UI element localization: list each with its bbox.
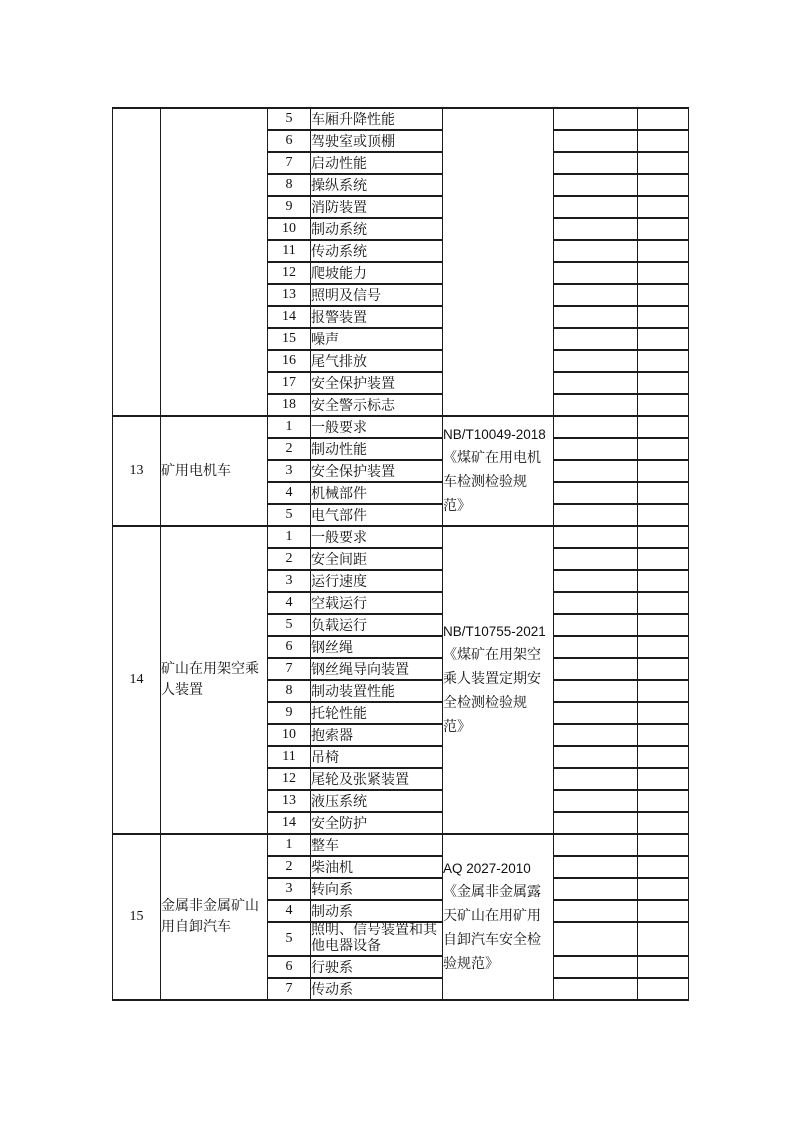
item-name-cell: 安全警示标志 xyxy=(311,394,443,416)
item-name-cell: 报警装置 xyxy=(311,306,443,328)
subitem-no-cell: 13 xyxy=(268,284,311,306)
standard-name-line: 《金属非金属露 xyxy=(443,885,541,900)
item-name-cell: 驾驶室或顶棚 xyxy=(311,130,443,152)
item-name-cell: 传动系统 xyxy=(311,240,443,262)
item-name-cell: 钢丝绳 xyxy=(311,636,443,658)
item-name-cell: 电气部件 xyxy=(311,504,443,526)
subitem-no-cell: 11 xyxy=(268,746,311,768)
subitem-no-cell: 8 xyxy=(268,174,311,196)
blank-cell-a xyxy=(554,834,638,856)
blank-cell-a xyxy=(554,130,638,152)
standard-name-line: 自卸汽车安全检 xyxy=(443,933,541,948)
blank-cell-a xyxy=(554,262,638,284)
item-name-cell: 一般要求 xyxy=(311,526,443,548)
blank-cell-a xyxy=(554,724,638,746)
blank-cell-a xyxy=(554,768,638,790)
serial-cell: 14 xyxy=(113,526,161,834)
blank-cell-b xyxy=(638,152,689,174)
blank-cell-b xyxy=(638,856,689,878)
subitem-no-cell: 15 xyxy=(268,328,311,350)
blank-cell-b xyxy=(638,636,689,658)
blank-cell-a xyxy=(554,746,638,768)
blank-cell-b xyxy=(638,724,689,746)
item-name-cell: 行驶系 xyxy=(311,956,443,978)
subitem-no-cell: 10 xyxy=(268,218,311,240)
subitem-no-cell: 5 xyxy=(268,922,311,956)
subitem-no-cell: 6 xyxy=(268,130,311,152)
blank-cell-a xyxy=(554,372,638,394)
blank-cell-b xyxy=(638,460,689,482)
standard-cell xyxy=(443,526,554,834)
blank-cell-a xyxy=(554,394,638,416)
blank-cell-a xyxy=(554,174,638,196)
equipment-cell xyxy=(161,416,268,526)
blank-cell-a xyxy=(554,108,638,130)
subitem-no-cell: 3 xyxy=(268,570,311,592)
table-row xyxy=(113,416,689,438)
blank-cell-a xyxy=(554,900,638,922)
item-name-cell: 制动系统 xyxy=(311,218,443,240)
blank-cell-a xyxy=(554,482,638,504)
item-name-cell: 制动性能 xyxy=(311,438,443,460)
blank-cell-b xyxy=(638,746,689,768)
blank-cell-b xyxy=(638,482,689,504)
subitem-no-cell: 14 xyxy=(268,812,311,834)
item-name-cell: 空载运行 xyxy=(311,592,443,614)
blank-cell-b xyxy=(638,218,689,240)
blank-cell-b xyxy=(638,438,689,460)
item-name-cell: 托轮性能 xyxy=(311,702,443,724)
equipment-cell xyxy=(161,834,268,1000)
subitem-no-cell: 12 xyxy=(268,768,311,790)
item-name-cell: 机械部件 xyxy=(311,482,443,504)
standard-name-line: 验规范》 xyxy=(443,957,499,972)
item-name-cell: 安全间距 xyxy=(311,548,443,570)
blank-cell-a xyxy=(554,702,638,724)
standard-name-line: 天矿山在用矿用 xyxy=(443,909,541,924)
blank-cell-a xyxy=(554,460,638,482)
blank-cell-a xyxy=(554,240,638,262)
blank-cell-b xyxy=(638,174,689,196)
subitem-no-cell: 2 xyxy=(268,438,311,460)
blank-cell-a xyxy=(554,680,638,702)
blank-cell-b xyxy=(638,956,689,978)
standard-name-line: 全检测检验规 xyxy=(443,696,527,711)
item-name-cell: 运行速度 xyxy=(311,570,443,592)
item-name-cell: 安全防护 xyxy=(311,812,443,834)
subitem-no-cell: 8 xyxy=(268,680,311,702)
blank-cell-a xyxy=(554,636,638,658)
item-name-cell: 抱索器 xyxy=(311,724,443,746)
subitem-no-cell: 7 xyxy=(268,978,311,1000)
subitem-no-cell: 3 xyxy=(268,460,311,482)
subitem-no-cell: 4 xyxy=(268,482,311,504)
blank-cell-b xyxy=(638,834,689,856)
subitem-no-cell: 13 xyxy=(268,790,311,812)
blank-cell-b xyxy=(638,812,689,834)
subitem-no-cell: 5 xyxy=(268,504,311,526)
blank-cell-a xyxy=(554,570,638,592)
standard-code: NB/T10755-2021 xyxy=(443,624,546,639)
blank-cell-a xyxy=(554,526,638,548)
standard-name-line: 车检测检验规 xyxy=(443,475,527,490)
blank-cell-a xyxy=(554,350,638,372)
item-name-cell: 噪声 xyxy=(311,328,443,350)
blank-cell-a xyxy=(554,592,638,614)
serial-cell xyxy=(113,108,161,416)
blank-cell-b xyxy=(638,702,689,724)
equipment-name-line: 用自卸汽车 xyxy=(161,920,231,935)
blank-cell-a xyxy=(554,922,638,956)
blank-cell-a xyxy=(554,152,638,174)
blank-cell-b xyxy=(638,680,689,702)
blank-cell-b xyxy=(638,768,689,790)
subitem-no-cell: 4 xyxy=(268,592,311,614)
blank-cell-b xyxy=(638,130,689,152)
item-name-cell: 照明、信号装置和其他电器设备 xyxy=(311,922,443,956)
blank-cell-a xyxy=(554,306,638,328)
equipment-name-line: 矿用电机车 xyxy=(161,463,231,479)
standard-name-line: 范》 xyxy=(443,499,471,514)
blank-cell-b xyxy=(638,900,689,922)
blank-cell-a xyxy=(554,284,638,306)
item-name-cell: 转向系 xyxy=(311,878,443,900)
equipment-cell xyxy=(161,108,268,416)
blank-cell-b xyxy=(638,196,689,218)
table-row xyxy=(113,526,689,548)
subitem-no-cell: 5 xyxy=(268,614,311,636)
equipment-name-line: 人装置 xyxy=(161,683,203,698)
subitem-no-cell: 16 xyxy=(268,350,311,372)
blank-cell-a xyxy=(554,956,638,978)
blank-cell-b xyxy=(638,978,689,1000)
equipment-name-line: 金属非金属矿山 xyxy=(161,899,259,914)
subitem-no-cell: 14 xyxy=(268,306,311,328)
blank-cell-b xyxy=(638,328,689,350)
blank-cell-a xyxy=(554,504,638,526)
blank-cell-b xyxy=(638,658,689,680)
item-name-cell: 照明及信号 xyxy=(311,284,443,306)
subitem-no-cell: 17 xyxy=(268,372,311,394)
standard-cell xyxy=(443,834,554,1000)
standard-name-line: 《煤矿在用电机 xyxy=(443,451,541,466)
item-name-cell: 制动装置性能 xyxy=(311,680,443,702)
blank-cell-a xyxy=(554,196,638,218)
blank-cell-a xyxy=(554,812,638,834)
blank-cell-b xyxy=(638,350,689,372)
serial-cell: 13 xyxy=(113,416,161,526)
blank-cell-b xyxy=(638,108,689,130)
blank-cell-a xyxy=(554,548,638,570)
blank-cell-b xyxy=(638,790,689,812)
item-name-cell: 柴油机 xyxy=(311,856,443,878)
item-name-cell: 爬坡能力 xyxy=(311,262,443,284)
blank-cell-b xyxy=(638,878,689,900)
item-name-cell: 一般要求 xyxy=(311,416,443,438)
item-name-cell: 启动性能 xyxy=(311,152,443,174)
subitem-no-cell: 11 xyxy=(268,240,311,262)
standard-cell xyxy=(443,108,554,416)
subitem-no-cell: 1 xyxy=(268,526,311,548)
blank-cell-b xyxy=(638,306,689,328)
subitem-no-cell: 7 xyxy=(268,658,311,680)
subitem-no-cell: 1 xyxy=(268,834,311,856)
equipment-name-line: 矿山在用架空乘 xyxy=(161,662,259,677)
item-name-cell: 消防装置 xyxy=(311,196,443,218)
blank-cell-a xyxy=(554,878,638,900)
subitem-no-cell: 3 xyxy=(268,878,311,900)
item-name-cell: 制动系 xyxy=(311,900,443,922)
item-name-cell: 尾轮及张紧装置 xyxy=(311,768,443,790)
item-name-cell: 安全保护装置 xyxy=(311,460,443,482)
standard-name-line: 范》 xyxy=(443,720,471,735)
standard-name-line: 乘人装置定期安 xyxy=(443,672,541,687)
blank-cell-b xyxy=(638,394,689,416)
subitem-no-cell: 6 xyxy=(268,956,311,978)
blank-cell-a xyxy=(554,416,638,438)
item-name-cell: 钢丝绳导向装置 xyxy=(311,658,443,680)
blank-cell-a xyxy=(554,328,638,350)
item-name-cell: 操纵系统 xyxy=(311,174,443,196)
subitem-no-cell: 9 xyxy=(268,196,311,218)
blank-cell-b xyxy=(638,504,689,526)
subitem-no-cell: 4 xyxy=(268,900,311,922)
item-name-cell: 尾气排放 xyxy=(311,350,443,372)
blank-cell-b xyxy=(638,592,689,614)
equipment-cell xyxy=(161,526,268,834)
standard-cell xyxy=(443,416,554,526)
blank-cell-a xyxy=(554,218,638,240)
blank-cell-b xyxy=(638,372,689,394)
inspection-table xyxy=(112,107,689,1001)
serial-cell: 15 xyxy=(113,834,161,1000)
subitem-no-cell: 12 xyxy=(268,262,311,284)
blank-cell-b xyxy=(638,240,689,262)
subitem-no-cell: 9 xyxy=(268,702,311,724)
item-name-cell: 液压系统 xyxy=(311,790,443,812)
subitem-no-cell: 7 xyxy=(268,152,311,174)
subitem-no-cell: 6 xyxy=(268,636,311,658)
subitem-no-cell: 2 xyxy=(268,548,311,570)
item-name-cell: 传动系 xyxy=(311,978,443,1000)
table-row xyxy=(113,834,689,856)
inspection-table-body xyxy=(113,108,689,1000)
blank-cell-b xyxy=(638,526,689,548)
subitem-no-cell: 1 xyxy=(268,416,311,438)
blank-cell-b xyxy=(638,262,689,284)
subitem-no-cell: 2 xyxy=(268,856,311,878)
item-name-cell: 负载运行 xyxy=(311,614,443,636)
subitem-no-cell: 18 xyxy=(268,394,311,416)
blank-cell-b xyxy=(638,548,689,570)
standard-name-line: 《煤矿在用架空 xyxy=(443,648,541,663)
blank-cell-a xyxy=(554,790,638,812)
item-name-cell: 整车 xyxy=(311,834,443,856)
blank-cell-b xyxy=(638,284,689,306)
standard-code: NB/T10049-2018 xyxy=(443,427,546,442)
blank-cell-b xyxy=(638,416,689,438)
item-name-cell: 吊椅 xyxy=(311,746,443,768)
blank-cell-b xyxy=(638,614,689,636)
item-name-cell: 安全保护装置 xyxy=(311,372,443,394)
blank-cell-a xyxy=(554,978,638,1000)
blank-cell-b xyxy=(638,922,689,956)
blank-cell-a xyxy=(554,658,638,680)
blank-cell-a xyxy=(554,614,638,636)
subitem-no-cell: 10 xyxy=(268,724,311,746)
table-row xyxy=(113,108,689,130)
standard-code: AQ 2027-2010 xyxy=(443,861,531,876)
blank-cell-b xyxy=(638,570,689,592)
item-name-cell: 车厢升降性能 xyxy=(311,108,443,130)
subitem-no-cell: 5 xyxy=(268,108,311,130)
blank-cell-a xyxy=(554,856,638,878)
blank-cell-a xyxy=(554,438,638,460)
